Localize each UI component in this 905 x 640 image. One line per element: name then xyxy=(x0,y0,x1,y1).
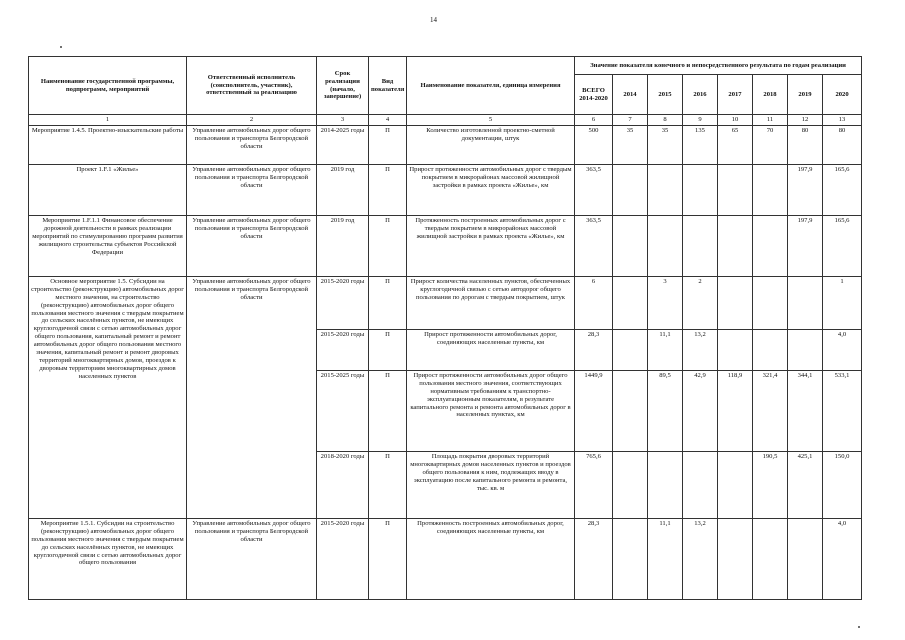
value-cell: 165,6 xyxy=(823,215,862,276)
value-cell xyxy=(683,451,718,518)
value-cell xyxy=(613,451,648,518)
row-executor: Управление автомобильных дорог общего пользования и транспорта Белгородской области xyxy=(187,518,317,599)
row-indicator: Прирост количества населенных пунктов, обеспеченных круглогодичной связью с сетью автодорог общего пользования по дорогам с твердым покрытием, штук xyxy=(407,276,575,329)
column-number: 13 xyxy=(823,115,862,126)
value-cell: 197,9 xyxy=(788,164,823,215)
row-indicator: Прирост протяженности автомобильных дорог, соединяющих населенные пункты, км xyxy=(407,329,575,370)
row-term: 2015-2020 годы xyxy=(317,276,369,329)
value-cell: 500 xyxy=(575,125,613,164)
header-values-group: Значение показателя конечного и непосредственного результата по годам реализации xyxy=(575,57,862,75)
value-cell xyxy=(613,164,648,215)
row-type: П xyxy=(369,164,407,215)
header-year: 2018 xyxy=(753,75,788,115)
value-cell: 363,5 xyxy=(575,164,613,215)
value-cell xyxy=(753,518,788,599)
value-cell: 80 xyxy=(823,125,862,164)
value-cell: 197,9 xyxy=(788,215,823,276)
row-term: 2015-2025 годы xyxy=(317,370,369,451)
value-cell: 118,9 xyxy=(718,370,753,451)
value-cell: 3 xyxy=(648,276,683,329)
row-type: П xyxy=(369,329,407,370)
value-cell xyxy=(648,451,683,518)
row-indicator: Прирост протяженности автомобильных дорог с твердым покрытием в микрорайонах массовой жилищной застройки в рамках проекта «Жилье», км xyxy=(407,164,575,215)
value-cell xyxy=(718,164,753,215)
header-indicator: Наименование показателя, единица измерения xyxy=(407,57,575,115)
value-cell: 533,1 xyxy=(823,370,862,451)
column-number: 1 xyxy=(29,115,187,126)
value-cell: 80 xyxy=(788,125,823,164)
page-number: 14 xyxy=(430,16,437,24)
value-cell: 13,2 xyxy=(683,518,718,599)
value-cell: 35 xyxy=(613,125,648,164)
value-cell xyxy=(718,215,753,276)
table-row xyxy=(29,276,862,329)
value-cell: 11,1 xyxy=(648,329,683,370)
row-type: П xyxy=(369,276,407,329)
value-cell: 765,6 xyxy=(575,451,613,518)
value-cell xyxy=(753,329,788,370)
value-cell: 28,3 xyxy=(575,518,613,599)
value-cell xyxy=(753,164,788,215)
value-cell: 1449,9 xyxy=(575,370,613,451)
header-year: 2020 xyxy=(823,75,862,115)
row-term: 2015-2020 годы xyxy=(317,329,369,370)
value-cell: 4,0 xyxy=(823,329,862,370)
value-cell: 65 xyxy=(718,125,753,164)
value-cell xyxy=(613,329,648,370)
value-cell xyxy=(718,276,753,329)
header-year: 2015 xyxy=(648,75,683,115)
value-cell: 70 xyxy=(753,125,788,164)
value-cell: 11,1 xyxy=(648,518,683,599)
value-cell xyxy=(788,329,823,370)
row-executor: Управление автомобильных дорог общего пользования и транспорта Белгородской области xyxy=(187,164,317,215)
row-type: П xyxy=(369,370,407,451)
row-indicator: Прирост протяженности автомобильных дорог общего пользования местного значения, соответствующих нормативным требованиям к транспортно-эксплуатационным показателям, в результате капитального ремонта и ремонта автомобильных дорог в населенных пунктах, км xyxy=(407,370,575,451)
column-number: 6 xyxy=(575,115,613,126)
value-cell xyxy=(788,518,823,599)
value-cell: 2 xyxy=(683,276,718,329)
row-indicator: Протяженность построенных автомобильных дорог с твердым покрытием в микрорайонах массовой жилищной застройки в рамках проекта «Жилье», км xyxy=(407,215,575,276)
column-number: 12 xyxy=(788,115,823,126)
value-cell xyxy=(683,164,718,215)
row-name: Проект 1.F.1 «Жилье» xyxy=(29,164,187,215)
value-cell xyxy=(648,164,683,215)
value-cell xyxy=(683,215,718,276)
row-name: Мероприятие 1.4.5. Проектно-изыскательские работы xyxy=(29,125,187,164)
value-cell xyxy=(613,215,648,276)
value-cell xyxy=(648,215,683,276)
value-cell: 190,5 xyxy=(753,451,788,518)
value-cell xyxy=(613,276,648,329)
row-type: П xyxy=(369,215,407,276)
header-year: 2019 xyxy=(788,75,823,115)
value-cell xyxy=(753,276,788,329)
value-cell xyxy=(718,451,753,518)
header-type: Вид показателя xyxy=(369,57,407,115)
column-number: 7 xyxy=(613,115,648,126)
value-cell: 13,2 xyxy=(683,329,718,370)
table-row xyxy=(29,215,862,276)
header-executor: Ответственный исполнитель (соисполнитель, участник), ответственный за реализацию xyxy=(187,57,317,115)
value-cell xyxy=(788,276,823,329)
header-year: 2017 xyxy=(718,75,753,115)
value-cell: 42,9 xyxy=(683,370,718,451)
column-number: 3 xyxy=(317,115,369,126)
header-year: 2014 xyxy=(613,75,648,115)
row-name: Мероприятие 1.F.1.1 Финансовое обеспечение дорожной деятельности в рамках реализации мероприятий по стимулированию программ развития жилищного строительства субъектов Российской Федерации xyxy=(29,215,187,276)
value-cell xyxy=(718,329,753,370)
table-row xyxy=(29,164,862,215)
value-cell: 28,3 xyxy=(575,329,613,370)
value-cell: 363,5 xyxy=(575,215,613,276)
scan-speck xyxy=(60,46,62,48)
row-term: 2019 год xyxy=(317,215,369,276)
row-term: 2015-2020 годы xyxy=(317,518,369,599)
program-table xyxy=(28,56,862,600)
column-number: 4 xyxy=(369,115,407,126)
value-cell xyxy=(718,518,753,599)
value-cell xyxy=(613,370,648,451)
value-cell: 89,5 xyxy=(648,370,683,451)
scan-speck xyxy=(858,626,860,628)
header-year: ВСЕГО 2014-2020 xyxy=(575,75,613,115)
table-row xyxy=(29,518,862,599)
value-cell: 425,1 xyxy=(788,451,823,518)
header-name: Наименование государственной программы, подпрограмм, мероприятий xyxy=(29,57,187,115)
row-type: П xyxy=(369,518,407,599)
row-executor: Управление автомобильных дорог общего пользования и транспорта Белгородской области xyxy=(187,125,317,164)
row-executor: Управление автомобильных дорог общего пользования и транспорта Белгородской области xyxy=(187,276,317,518)
value-cell: 4,0 xyxy=(823,518,862,599)
value-cell: 165,6 xyxy=(823,164,862,215)
value-cell: 344,1 xyxy=(788,370,823,451)
value-cell xyxy=(753,215,788,276)
row-indicator: Площадь покрытия дворовых территорий многоквартирных домов населенных пунктов и проездов общего пользования к ним, подлежащих вводу в эксплуатацию после капитального ремонта и ремонта, тыс. кв. м xyxy=(407,451,575,518)
column-number: 2 xyxy=(187,115,317,126)
row-indicator: Протяженность построенных автомобильных дорог, соединяющих населенные пункты, км xyxy=(407,518,575,599)
value-cell xyxy=(613,518,648,599)
column-number: 5 xyxy=(407,115,575,126)
row-type: П xyxy=(369,125,407,164)
header-term: Срок реализации (начало, завершение) xyxy=(317,57,369,115)
column-number: 11 xyxy=(753,115,788,126)
row-term: 2018-2020 годы xyxy=(317,451,369,518)
value-cell: 150,0 xyxy=(823,451,862,518)
row-term: 2019 год xyxy=(317,164,369,215)
column-number: 10 xyxy=(718,115,753,126)
column-number: 9 xyxy=(683,115,718,126)
row-name: Мероприятие 1.5.1. Субсидии на строительство (реконструкцию) автомобильных дорог общего пользования местного значения с твердым покрытием до сельских населённых пунктов, не имеющих круглогодичной связи с сетью автомобильных дорог общего пользования xyxy=(29,518,187,599)
column-number: 8 xyxy=(648,115,683,126)
header-year: 2016 xyxy=(683,75,718,115)
row-name: Основное мероприятие 1.5. Субсидии на строительство (реконструкцию) автомобильных дорог местного значения, на строительство (реконструкцию) автомобильных дорог общего пользования местного значения с твердым покрытием до сельских населённых пунктов, не имеющих круглогодичной связи с сетью автомобильных дорог общего пользования, капитальный ремонт и ремонт автомобильных дорог общего пользования местного значения, капитальный ремонт и ремонт дворовых территорий многоквартирных домов, проездов к дворовым территориям многоквартирных домов населенных пунктов xyxy=(29,276,187,518)
column-numbers-row xyxy=(29,115,862,126)
row-indicator: Количество изготовленной проектно-сметной документации, штук xyxy=(407,125,575,164)
value-cell: 35 xyxy=(648,125,683,164)
value-cell: 135 xyxy=(683,125,718,164)
row-type: П xyxy=(369,451,407,518)
value-cell: 321,4 xyxy=(753,370,788,451)
row-term: 2014-2025 годы xyxy=(317,125,369,164)
row-executor: Управление автомобильных дорог общего пользования и транспорта Белгородской области xyxy=(187,215,317,276)
value-cell: 1 xyxy=(823,276,862,329)
value-cell: 6 xyxy=(575,276,613,329)
table-row xyxy=(29,125,862,164)
